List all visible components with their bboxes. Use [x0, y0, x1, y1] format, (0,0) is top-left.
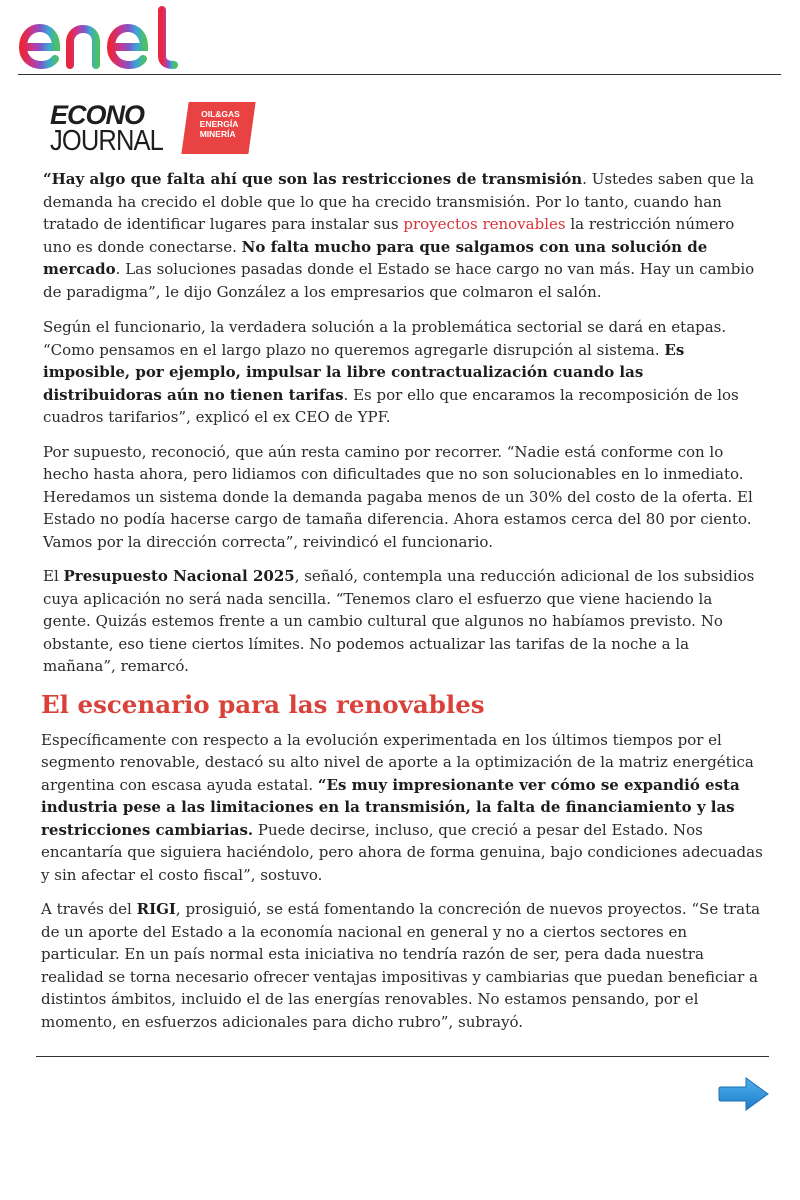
logo-word-journal: JOURNAL: [50, 125, 163, 157]
article-paragraph-5: Específicamente con respecto a la evolución experimentada en los últimos tiempos por el segmento renovable, destacó su alto nivel de aporte a la optimización de la matriz energética argentina con escasa ayuda estatal. “Es muy impresionante ver cómo se expandió esta industria pese a las limitaciones en la transmisión, la falta de financiamiento y las restricciones cambiarias. Puede decirse, incluso, que creció a pesar del Estado. Nos encantaría que siguiera haciéndolo, pero ahora de forma genuina, bajo condiciones adecuadas y sin afectar el costo fiscal”, sostuvo.: [41, 730, 763, 884]
article-paragraph-4: El Presupuesto Nacional 2025, señaló, contempla una reducción adicional de los subsidios cuya aplicación no será nada sencilla. “Tenemos claro el esfuerzo que viene haciendo la gente. Quizás estemos frente a un cambio cultural que algunos no habíamos previsto. No obstante, eso tiene ciertos límites. No podemos actualizar las tarifas de la noche a la mañana”, remarcó.: [43, 567, 755, 675]
article-paragraph-1: “Hay algo que falta ahí que son las restricciones de transmisión. Ustedes saben que la demanda ha crecido el doble que lo que ha crecido transmisión. Por lo tanto, cuando han tratado de identificar lugares para instalar sus proyectos renovables la restricción número uno es donde conectarse. No falta mucho para que salgamos con una solución de mercado. Las soluciones pasadas donde el Estado se hace cargo no van más. Hay un cambio de paradigma”, le dijo González a los empresarios que colmaron el salón.: [43, 170, 755, 301]
enel-logo: [16, 4, 194, 70]
logo-badge: OIL&GAS ENERGÍA MINERÍA: [181, 102, 255, 154]
logo-word-econo: ECONO: [50, 100, 145, 130]
econojournal-logo: [48, 100, 258, 158]
link-proyectos-renovables[interactable]: proyectos renovables: [403, 215, 566, 233]
section-heading: El escenario para las renovables: [41, 689, 485, 719]
article-paragraph-2: Según el funcionario, la verdadera solución a la problemática sectorial se dará en etapas. “Como pensamos en el largo plazo no queremos agregarle disrupción al sistema. Es imposible, por ejemplo, impulsar la libre contractualización cuando las distribuidoras aún no tienen tarifas. Es por ello que encaramos la recomposición de los cuadros tarifarios”, explicó el ex CEO de YPF.: [43, 318, 739, 426]
article-paragraph-6: A través del RIGI, prosiguió, se está fomentando la concreción de nuevos proyectos. “Se trata de un aporte del Estado a la economía nacional en general y no a ciertos sectores en particular. En un país normal esta iniciativa no tendría razón de ser, pera dada nuestra realidad se torna necesario ofrecer ventajas impositivas y cambiarias que puedan beneficiar a distintos ámbitos, incluido el de las energías renovables. No estamos pensando, por el momento, en esfuerzos adicionales para dicho rubro”, subrayó.: [41, 900, 761, 1031]
article-body: [43, 168, 763, 1045]
arrow-right-icon[interactable]: [718, 1076, 770, 1112]
article-paragraph-3: Por supuesto, reconoció, que aún resta camino por recorrer. “Nadie está conforme con lo hecho hasta ahora, pero lidiamos con dificultades que no son solucionables en lo inmediato. Heredamos un sistema donde la demanda pagaba menos de un 30% del costo de la oferta. El Estado no podía hacerse cargo de tamaña diferencia. Ahora estamos cerca del 80 por ciento. Vamos por la dirección correcta”, reivindicó el funcionario.: [43, 442, 753, 551]
footer-divider: [36, 1056, 769, 1057]
header-divider: [18, 74, 781, 75]
